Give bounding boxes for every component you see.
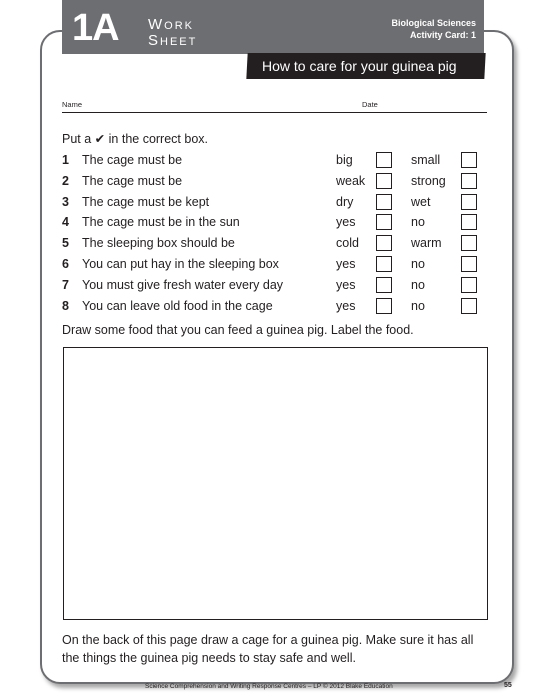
question-text: The cage must be: [82, 153, 183, 167]
option-1-checkbox[interactable]: [376, 298, 392, 314]
question-row: [62, 255, 487, 273]
option-1-label: yes: [336, 277, 356, 292]
option-1-checkbox[interactable]: [376, 152, 392, 168]
draw-instruction: Draw some food that you can feed a guinea pig. Label the food.: [62, 323, 414, 337]
option-1-checkbox[interactable]: [376, 194, 392, 210]
option-2-label: small: [411, 153, 441, 167]
option-1-label: dry: [336, 194, 354, 209]
option-2-label: no: [411, 298, 425, 313]
option-2-checkbox[interactable]: [461, 298, 477, 314]
option-1-checkbox[interactable]: [376, 256, 392, 272]
option-2-checkbox[interactable]: [461, 256, 477, 272]
question-row: [62, 297, 487, 315]
tick-instruction: [62, 131, 208, 146]
subject-label: Biological Sciences: [391, 18, 476, 28]
option-1-label: cold: [336, 236, 359, 251]
activity-card-label: Activity Card: 1: [409, 30, 476, 40]
option-2-checkbox[interactable]: [461, 173, 477, 189]
question-text: The cage must be: [82, 173, 183, 188]
question-number: 2: [62, 173, 69, 188]
date-label: Date: [362, 100, 378, 109]
tick-icon: ✔: [94, 132, 106, 146]
option-2-label: no: [411, 215, 425, 230]
option-1-checkbox[interactable]: [376, 214, 392, 230]
worksheet-label-line1: Work: [148, 16, 194, 33]
option-1-label: yes: [336, 215, 356, 230]
question-text: You can put hay in the sleeping box: [82, 257, 279, 271]
option-2-checkbox[interactable]: [461, 152, 477, 168]
instruction-suffix: in the correct box.: [108, 132, 208, 146]
page-number: 55: [504, 682, 512, 689]
option-2-label: no: [411, 257, 425, 271]
option-2-label: warm: [411, 236, 442, 251]
option-1-label: big: [336, 153, 353, 167]
question-number: 8: [62, 298, 69, 313]
option-1-checkbox[interactable]: [376, 235, 392, 251]
worksheet-label: [148, 17, 197, 49]
name-label: Name: [62, 100, 83, 109]
worksheet-label-line2: Sheet: [148, 32, 198, 49]
question-row: [62, 213, 487, 231]
option-1-checkbox[interactable]: [376, 173, 392, 189]
question-text: You can leave old food in the cage: [82, 298, 273, 313]
option-2-label: wet: [411, 194, 431, 209]
question-text: The sleeping box should be: [82, 236, 235, 251]
drawing-area[interactable]: [63, 347, 488, 620]
worksheet-code: 1A: [72, 7, 119, 49]
option-1-checkbox[interactable]: [376, 277, 392, 293]
question-text: You must give fresh water every day: [82, 277, 284, 292]
option-2-checkbox[interactable]: [461, 194, 477, 210]
question-number: 6: [62, 257, 69, 271]
question-row: [62, 172, 487, 190]
option-1-label: yes: [336, 298, 356, 313]
option-1-label: weak: [336, 173, 366, 188]
question-row: [62, 276, 487, 294]
question-number: 4: [62, 215, 69, 230]
option-1-label: yes: [336, 257, 356, 271]
option-2-checkbox[interactable]: [461, 277, 477, 293]
option-2-label: no: [411, 277, 425, 292]
back-instruction: On the back of this page draw a cage for a guinea pig. Make sure it has all the things the guinea pig needs to stay safe and well.: [62, 633, 474, 665]
question-number: 5: [62, 236, 69, 251]
question-number: 7: [62, 277, 69, 292]
worksheet-title: How to care for your guinea pig: [262, 58, 457, 74]
header-meta: [391, 17, 476, 41]
question-row: [62, 193, 487, 211]
question-number: 3: [62, 194, 69, 209]
option-2-checkbox[interactable]: [461, 235, 477, 251]
question-row: [62, 234, 487, 252]
question-text: The cage must be kept: [82, 194, 210, 209]
option-2-label: strong: [411, 173, 446, 188]
question-row: [62, 151, 487, 169]
footer-credit: Science Comprehension and Writing Response Centres – LP © 2012 Blake Education: [145, 683, 393, 690]
name-date-line: [62, 100, 487, 113]
option-2-checkbox[interactable]: [461, 214, 477, 230]
question-number: 1: [62, 153, 69, 167]
instruction-prefix: Put a: [62, 132, 92, 146]
question-text: The cage must be in the sun: [82, 215, 240, 230]
